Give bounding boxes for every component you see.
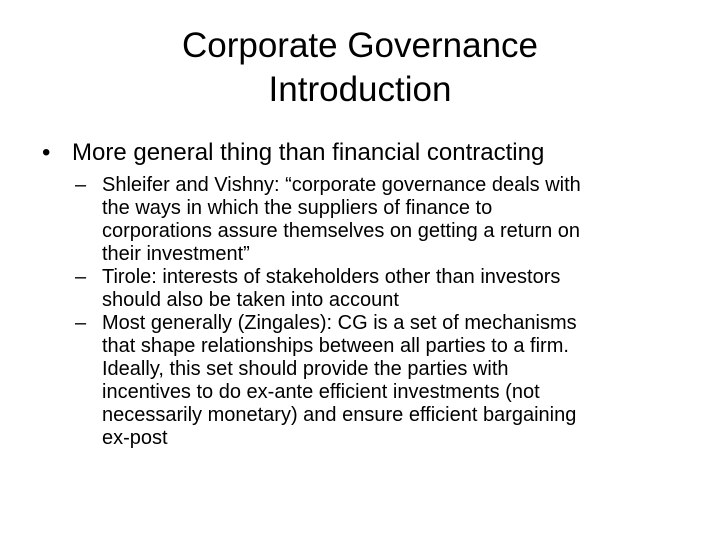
dash-marker: – <box>75 312 87 334</box>
sub-bullet-zingales <box>75 312 710 450</box>
sub-bullet-line: Tirole: interests of stakeholders other than investors <box>102 266 561 288</box>
sub-bullet-line: Shleifer and Vishny: “corporate governance deals with <box>102 174 581 196</box>
sub-bullet-shleifer-vishny <box>75 174 710 266</box>
sub-bullet-tirole <box>75 266 710 312</box>
sub-bullet-line: Most generally (Zingales): CG is a set of mechanisms <box>102 312 577 334</box>
sub-bullet-line: Ideally, this set should provide the parties with <box>102 358 509 380</box>
dash-marker: – <box>75 266 87 288</box>
sub-bullet-line: necessarily monetary) and ensure efficient bargaining <box>102 404 577 426</box>
slide-title-line-2: Introduction <box>268 70 452 109</box>
sub-bullet-line: corporations assure themselves on getting a return on <box>102 220 581 242</box>
sub-bullet-line: incentives to do ex-ante efficient investments (not <box>102 381 540 403</box>
sub-bullet-line: ex-post <box>102 427 168 449</box>
bullet-marker: • <box>42 139 51 166</box>
main-bullet-text: More general thing than financial contracting <box>72 139 545 166</box>
slide-title-line-1: Corporate Governance <box>181 26 539 65</box>
sub-bullet-line: should also be taken into account <box>102 289 399 311</box>
slide-title <box>0 24 720 112</box>
sub-bullet-list <box>75 174 710 450</box>
sub-bullet-line: the ways in which the suppliers of finance to <box>102 197 493 219</box>
sub-bullet-line: that shape relationships between all parties to a firm. <box>102 335 569 357</box>
sub-bullet-line: their investment” <box>102 243 250 265</box>
dash-marker: – <box>75 174 87 196</box>
